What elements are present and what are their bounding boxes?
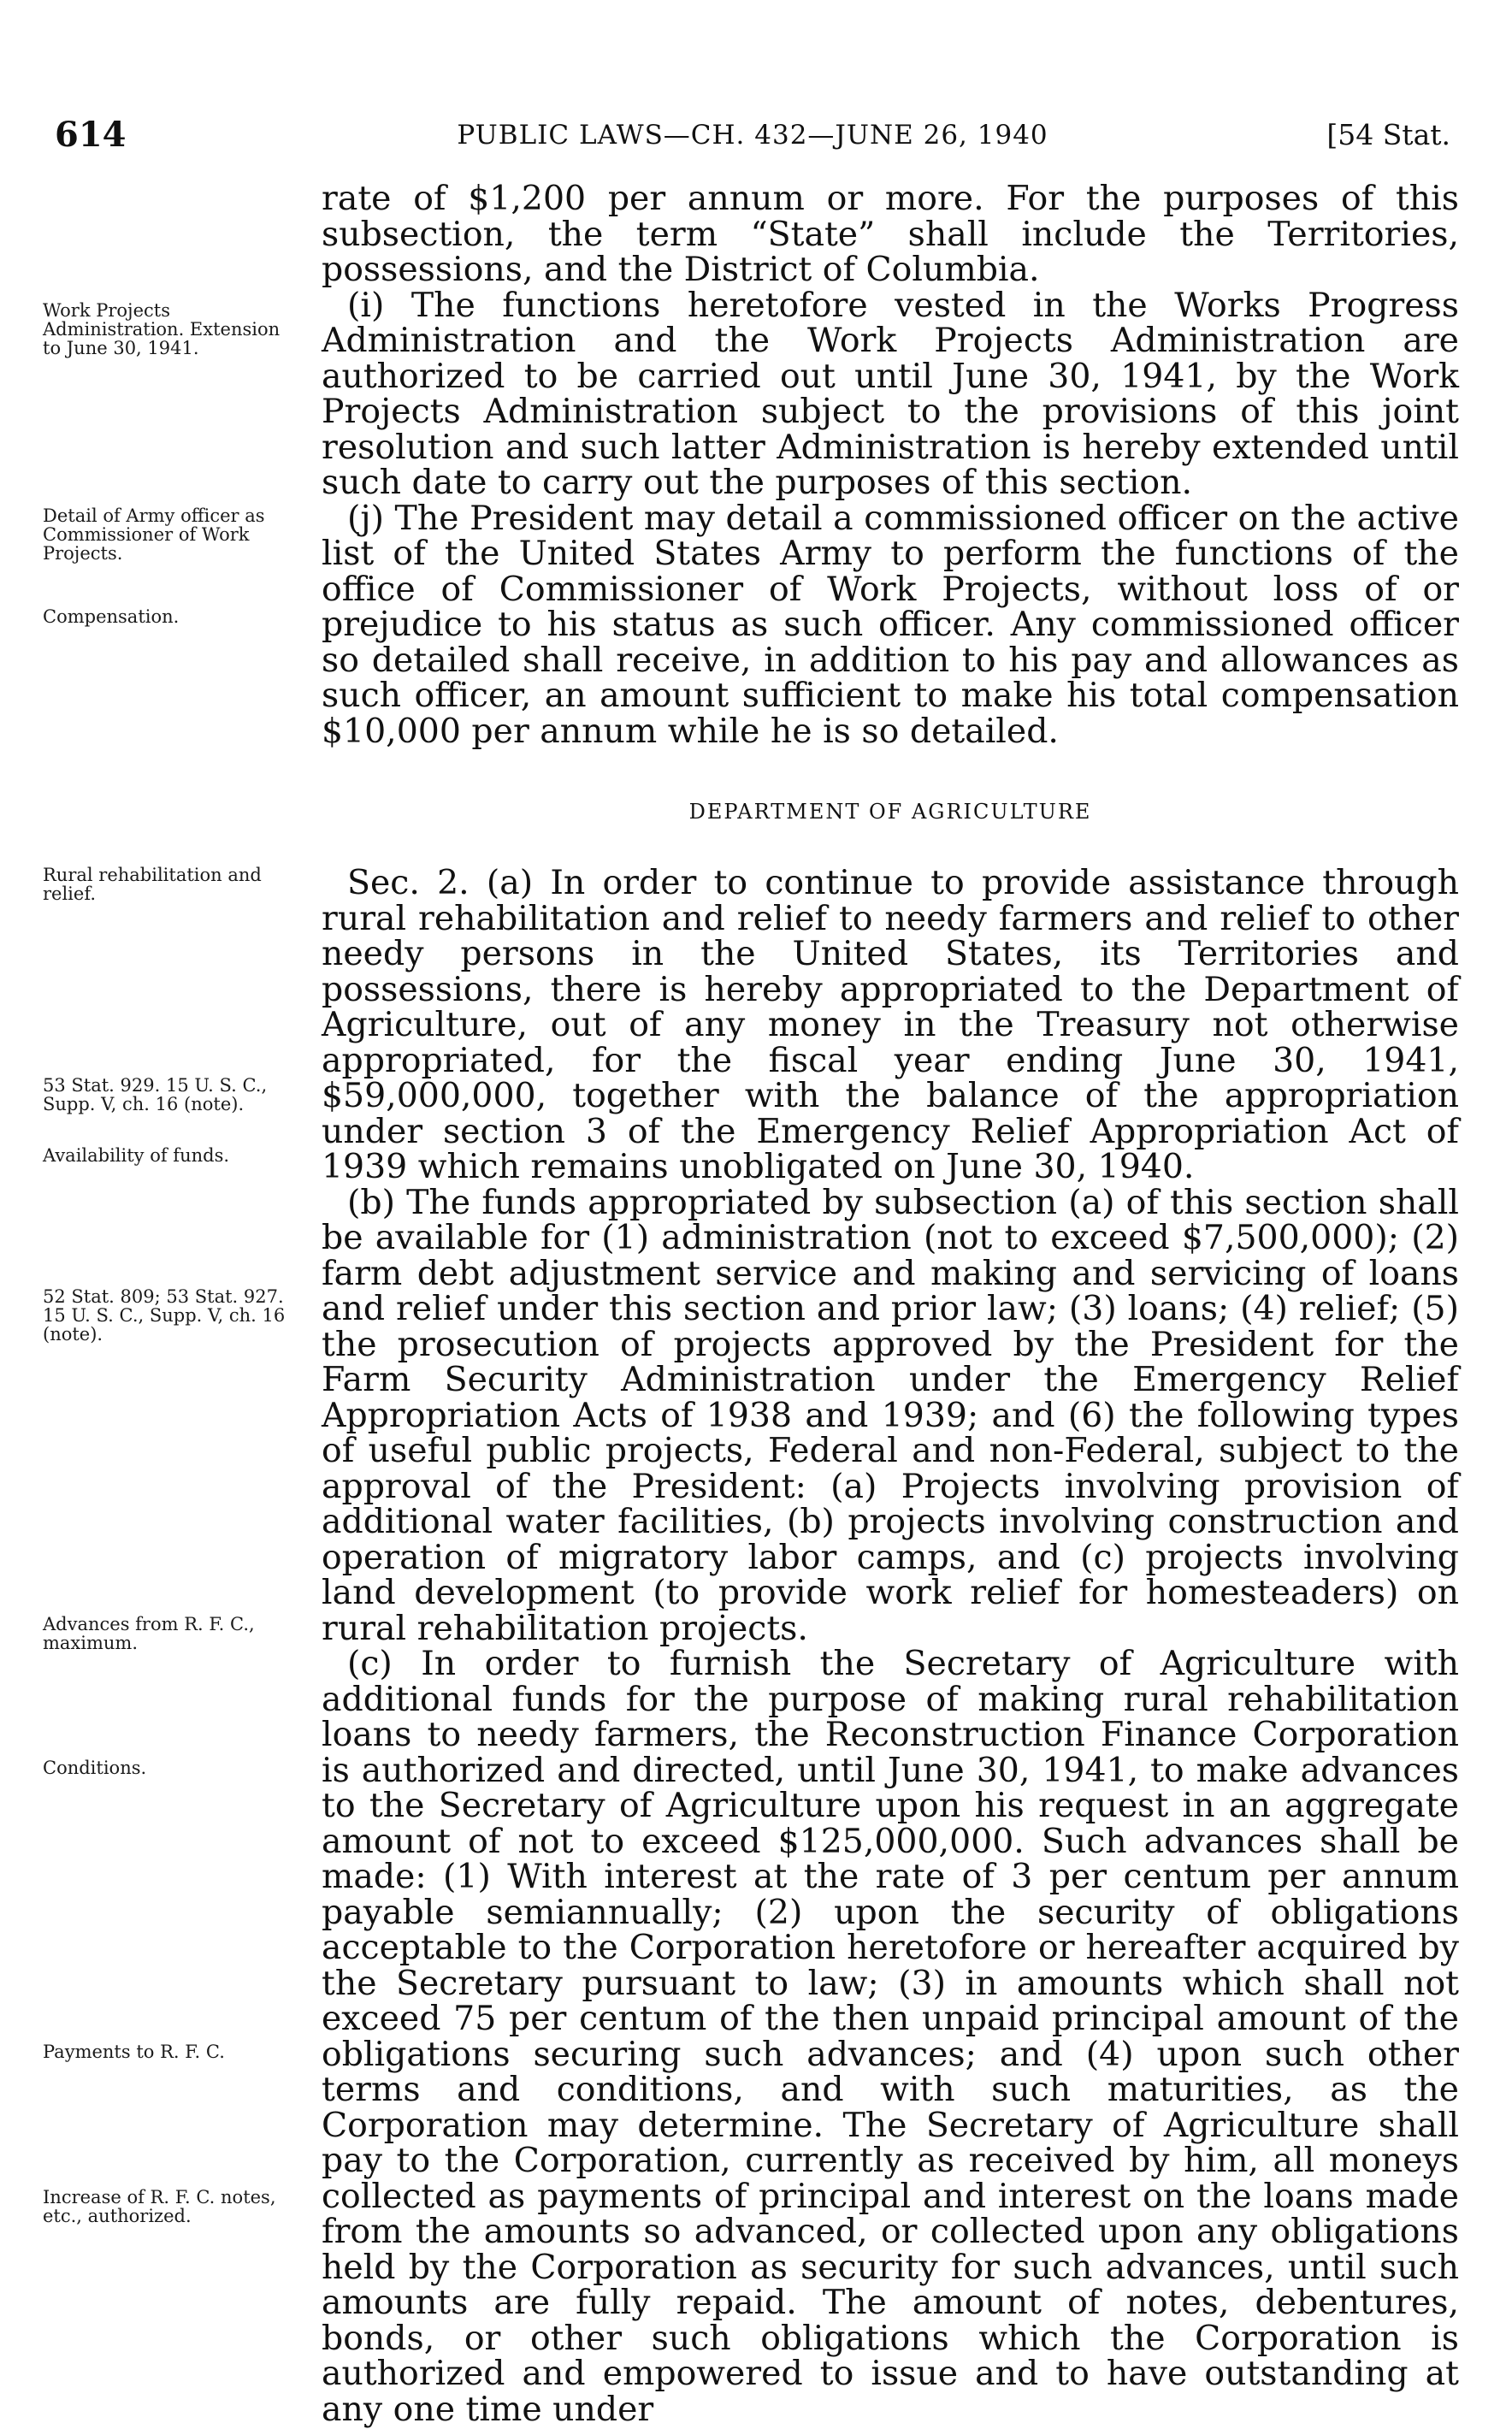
margin-note: Compensation. (43, 606, 180, 627)
page-number: 614 (55, 115, 127, 155)
body-text (322, 181, 1459, 2427)
margin-note: Detail of Army officer as Commissioner of Work Projects. (43, 505, 265, 564)
section-heading: DEPARTMENT OF AGRICULTURE (688, 800, 1092, 824)
margin-note: Increase of R. F. C. notes, etc., authorized. (43, 2187, 276, 2226)
margin-note: 52 Stat. 809; 53 Stat. 927. 15 U. S. C., Supp. V, ch. 16 (note). (43, 1286, 286, 1345)
margin-note: Work Projects Administration. Extension to June 30, 1941. (43, 300, 281, 358)
page-header (55, 109, 1450, 161)
margin-note: Conditions. (43, 1758, 147, 1778)
paragraph: Sec. 2. (a) In order to continue to provide assistance through rural rehabilitation and relief to needy farmers and relief to other needy persons in the United States, its Territories and possessions, there is hereby appropriated to the Department of Agriculture, out of any money in the Treasury not otherwise appropriated, for the fiscal year ending June 30, 1941, $59,000,000, together with the balance of the appropriation under section 3 of the Emergency Relief Appropriation Act of 1939 which remains unobligated on June 30, 1940. (322, 863, 1459, 1186)
paragraph: (i) The functions heretofore vested in the Works Progress Administration and the Work Projects Administration are authorized to be carried out until June 30, 1941, by the Work Projects Administration subject to the provisions of this joint resolution and such latter Administration is hereby extended until such date to carry out the purposes of this section. (322, 285, 1459, 502)
volume-reference: [54 Stat. (1326, 118, 1450, 151)
margin-note: Availability of funds. (43, 1145, 230, 1166)
margin-note: 53 Stat. 929. 15 U. S. C., Supp. V, ch. 16 (note). (43, 1075, 268, 1114)
paragraph: rate of $1,200 per annum or more. For the purposes of this subsection, the term “State” shall include the Territories, possessions, and the District of Columbia. (322, 179, 1459, 289)
margin-note: Advances from R. F. C., maximum. (43, 1614, 255, 1653)
margin-note: Payments to R. F. C. (43, 2042, 225, 2062)
paragraph: (c) In order to furnish the Secretary of Agriculture with additional funds for the purpose of making rural rehabilitation loans to needy farmers, the Reconstruction Finance Corporation is authorized and directed, until June 30, 1941, to make advances to the Secretary of Agriculture upon his request in an aggregate amount of not to exceed $125,000,000. Such advances shall be made: (1) With interest at the rate of 3 per centum per annum payable semiannually; (2) upon the security of obligations acceptable to the Corporation heretofore or hereafter acquired by the Secretary pursuant to law; (3) in amounts which shall not exceed 75 per centum of the then unpaid principal amount of the obligations securing such advances; and (4) upon such other terms and conditions, and with such maturities, as the Corporation may determine. The Secretary of Agriculture shall pay to the Corporation, currently as received by him, all moneys collected as payments of principal and interest on the loans made from the amounts so advanced, or collected upon any obligations held by the Corporation as security for such advances, until such amounts are fully repaid. The amount of notes, debentures, bonds, or other such obligations which the Corporation is authorized and empowered to issue and to have outstanding at any one time under (322, 1644, 1459, 2429)
paragraph: (b) The funds appropriated by subsection (a) of this section shall be available for (1) administration (not to exceed $7,500,000); (2) farm debt adjustment service and making and servicing of loans and relief under this section and prior law; (3) loans; (4) relief; (5) the prosecution of projects approved by the President for the Farm Security Administration under the Emergency Relief Appropriation Acts of 1938 and 1939; and (6) the following types of useful public projects, Federal and non-Federal, subject to the approval of the President: (a) Projects involving provision of additional water facilities, (b) projects involving construction and operation of migratory labor camps, and (c) projects involving land development (to provide work relief for homesteaders) on rural rehabilitation projects. (322, 1182, 1459, 1648)
paragraph: (j) The President may detail a commissioned officer on the active list of the United States Army to perform the functions of the office of Commissioner of Work Projects, without loss of or prejudice to his status as such officer. Any commissioned officer so detailed shall receive, in addition to his pay and allowances as such officer, an amount sufficient to make his total compensation $10,000 per annum while he is so detailed. (322, 498, 1459, 751)
margin-note: Rural rehabilitation and relief. (43, 865, 262, 904)
running-head: PUBLIC LAWS—CH. 432—JUNE 26, 1940 (457, 120, 1048, 151)
